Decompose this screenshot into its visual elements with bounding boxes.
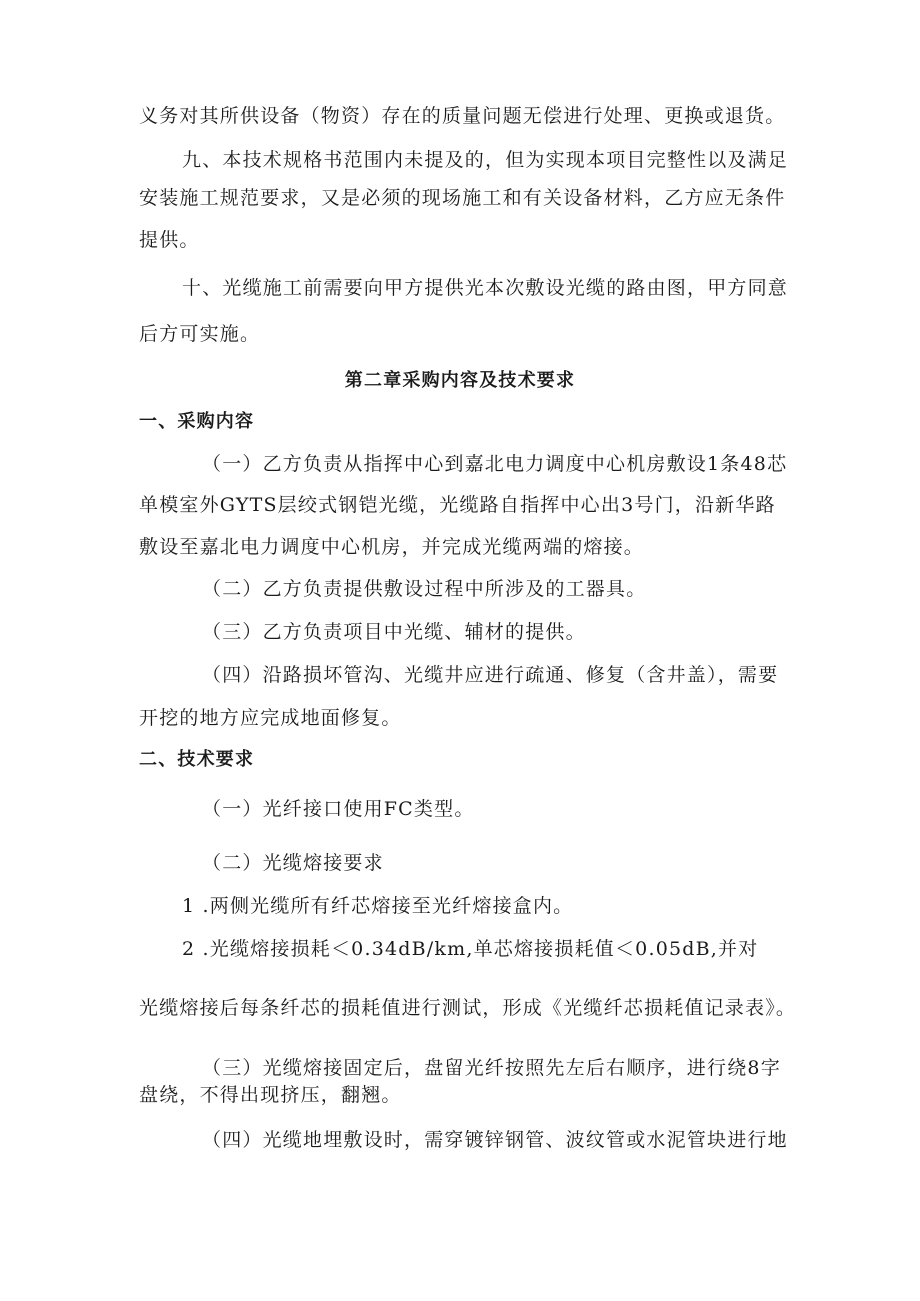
paragraph-line: （一）光纤接口使用FC类型。 bbox=[202, 798, 475, 820]
section-heading: 二、技术要求 bbox=[139, 749, 255, 770]
paragraph-line: 敷设至嘉北电力调度中心机房，并完成光缆两端的熔接。 bbox=[139, 536, 645, 558]
paragraph-line: （三）光缆熔接固定后，盘留光纤按照先左后右顺序，进行绕8字 bbox=[202, 1057, 781, 1079]
paragraph-line: 后方可实施。 bbox=[139, 323, 261, 345]
paragraph-line: 2 .光缆熔接损耗＜0.34dB/km,单芯熔接损耗值＜0.05dB,并对 bbox=[182, 938, 759, 960]
paragraph-line: 盘绕，不得出现挤压，翻翘。 bbox=[139, 1084, 402, 1106]
paragraph-line: 安装施工规范要求，又是必须的现场施工和有关设备材料，乙方应无条件 bbox=[139, 187, 786, 209]
paragraph-line: 义务对其所供设备（物资）存在的质量问题无偿进行处理、更换或退货。 bbox=[139, 105, 786, 127]
paragraph-line: 开挖的地方应完成地面修复。 bbox=[139, 707, 402, 729]
paragraph-line: （一）乙方负责从指挥中心到嘉北电力调度中心机房敷设1条48芯 bbox=[202, 453, 788, 475]
paragraph-line: （三）乙方负责项目中光缆、辅材的提供。 bbox=[202, 621, 586, 643]
paragraph-line: 1 .两侧光缆所有纤芯熔接至光纤熔接盒内。 bbox=[182, 895, 574, 917]
paragraph-line: （二）光缆熔接要求 bbox=[202, 852, 384, 874]
paragraph-line: 提供。 bbox=[139, 229, 200, 251]
paragraph-line: 单模室外GYTS层绞式钢铠光缆，光缆路自指挥中心出3号门，沿新华路 bbox=[139, 494, 776, 516]
paragraph-line: 十、光缆施工前需要向甲方提供光本次敷设光缆的路由图，甲方同意 bbox=[182, 277, 789, 299]
paragraph-line: （四）沿路损坏管沟、光缆井应进行疏通、修复（含井盖），需要 bbox=[202, 664, 779, 686]
chapter-title: 第二章采购内容及技术要求 bbox=[344, 370, 576, 391]
paragraph-line: （四）光缆地埋敷设时，需穿镀锌钢管、波纹管或水泥管块进行地 bbox=[202, 1129, 788, 1151]
paragraph-line: 光缆熔接后每条纤芯的损耗值进行测试，形成《光缆纤芯损耗值记录表》。 bbox=[139, 997, 797, 1019]
paragraph-line: （二）乙方负责提供敷设过程中所涉及的工器具。 bbox=[202, 578, 647, 600]
section-heading: 一、采购内容 bbox=[139, 411, 255, 432]
paragraph-line: 九、本技术规格书范围内未提及的，但为实现本项目完整性以及满足 bbox=[182, 149, 789, 171]
